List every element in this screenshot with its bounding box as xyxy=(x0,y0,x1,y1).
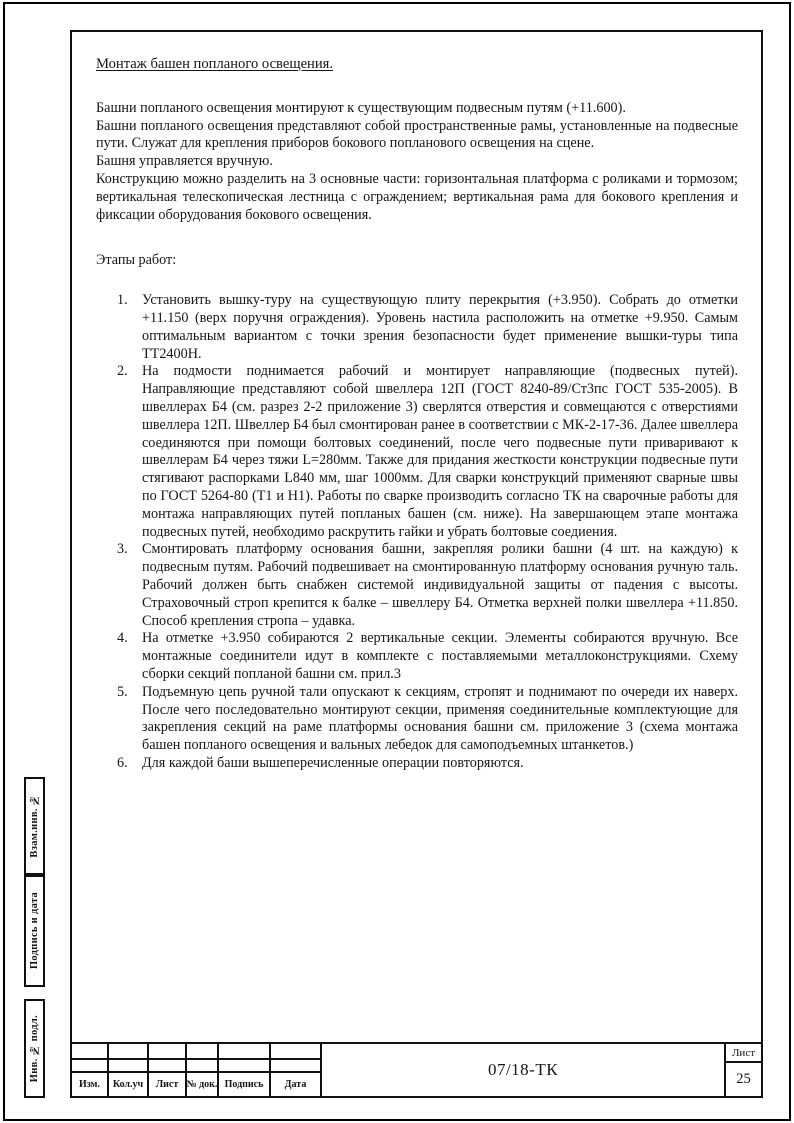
sheet-label: Лист xyxy=(726,1044,761,1063)
revision-header-label: № док. xyxy=(186,1079,218,1090)
stamp-podpis-data xyxy=(24,875,45,987)
revision-empty-cell xyxy=(109,1044,149,1060)
revision-header-koluch xyxy=(109,1073,149,1096)
stage-text: Смонтировать платформу основания башни, закрепляя ролики башни (4 шт. на каждую) к подвесным путям. Рабочий подвешивает на смонтированную платформу основания ручную таль. Рабочий должен быть снабжен системой индивидуальной защиты от падения с высоты. Страховочный строп крепится к балке – швеллеру Б4. Отметка верхней полки швеллера +11.850. Способ крепления стропа – удавка. xyxy=(142,541,738,629)
revision-empty-cell xyxy=(219,1044,271,1060)
document-title: Монтаж башен попланого освещения. xyxy=(96,56,334,72)
stages-heading: Этапы работ: xyxy=(96,252,177,269)
revision-empty-cell xyxy=(109,1060,149,1073)
revision-header-list xyxy=(149,1073,187,1096)
intro-paragraph: Конструкцию можно разделить на 3 основные части: горизонтальная платформа с роликами и тормозом; вертикальная телескопическая лестница с ограждением; вертикальная рама для бокового крепления и фиксации оборудования бокового освещения. xyxy=(96,170,738,223)
stamp-inv-podl xyxy=(24,999,45,1098)
revision-header-label: Кол.уч xyxy=(112,1079,144,1090)
revision-table xyxy=(72,1044,322,1096)
stage-number: 3. xyxy=(117,541,128,558)
title-block xyxy=(70,1042,763,1098)
stage-text: На подмости поднимается рабочий и монтирует направляющие (подвесных путей). Направляющие представляют собой швеллера 12П (ГОСТ 8240-89/Ст3пс ГОСТ 535-2005). В швеллерах Б4 (см. разрез 2-2 приложение 3) сверлятся отверстия и совмещаются с отверстиями швеллера 12П. Швеллер Б4 был смонтирован ранее в соответствии с МК-2-17-36. Далее швеллера соединяются при помощи болтовых соединений, после чего подвесные пути приваривают к швеллерам Б4 через тяжи L=280мм. Также для придания жесткости конструкции подвесные пути стягивают распорками L840 мм, шаг 1000мм. Для сварки конструкций применяют сварные швы по ГОСТ 5264-80 (Т1 и Н1). Работы по сварке производить согласно ТК на сварочные работы для монтажа направляющих путей попланых башен (см. ниже). На завершающем этапе монтажа подвесных путей, необходимо раскрутить гайки и убрать болтовые соедиения. xyxy=(142,363,738,540)
stage-number: 4. xyxy=(117,630,128,647)
stage-item xyxy=(96,363,738,541)
stamp-inv-podl-label: Инв. № подл. xyxy=(29,1014,40,1083)
revision-empty-cell xyxy=(149,1044,187,1060)
revision-empty-cell xyxy=(271,1060,320,1073)
stage-item xyxy=(96,684,738,755)
document-body xyxy=(96,56,738,773)
revision-empty-cell xyxy=(271,1044,320,1060)
sheet-box xyxy=(724,1044,761,1096)
stage-number: 2. xyxy=(117,363,128,380)
revision-header-label: Подпись xyxy=(224,1079,264,1090)
stage-item xyxy=(96,292,738,363)
revision-empty-cell xyxy=(219,1060,271,1073)
revision-header-label: Дата xyxy=(284,1079,307,1090)
intro-paragraph: Башни попланого освещения монтируют к существующим подвесным путям (+11.600). xyxy=(96,99,626,116)
revision-empty-cell xyxy=(187,1044,219,1060)
revision-header-podpis xyxy=(219,1073,271,1096)
stamp-podpis-data-label: Подпись и дата xyxy=(29,892,40,970)
revision-header-label: Изм. xyxy=(79,1079,100,1090)
stamp-vzam-inv xyxy=(24,777,45,875)
intro-paragraph: Башни попланого освещения представляют собой пространственные рамы, установленные на подвесные пути. Служат для крепления приборов бокового попланового освещения на сцене. xyxy=(96,117,738,152)
intro-section xyxy=(96,100,738,225)
revision-header-izm xyxy=(72,1073,109,1096)
stage-number: 6. xyxy=(117,754,128,771)
stage-text: Установить вышку-туру на существующую плиту перекрытия (+3.950). Собрать до отметки +11.150 (верх поручня ограждения). Уровень настила расположить на отметке +9.950. Самым оптимальным вариантом с точки зрения безопасности будет применение вышки-туры типа ТТ2400Н. xyxy=(142,292,738,362)
stage-text: Для каждой баши вышеперечисленные операции повторяются. xyxy=(142,754,524,771)
stage-item xyxy=(96,541,738,630)
revision-empty-cell xyxy=(149,1060,187,1073)
revision-header-doc xyxy=(187,1073,219,1096)
stage-number: 1. xyxy=(117,292,128,309)
revision-empty-cell xyxy=(187,1060,219,1073)
stage-text: На отметке +3.950 собираются 2 вертикальные секции. Элементы собираются вручную. Все монтажные соединители идут в комплекте с поставляемыми металлоконструкциями. Схему сборки секций попланой башни см. прил.3 xyxy=(142,630,738,682)
intro-paragraph: Башня управляется вручную. xyxy=(96,153,273,170)
stage-text: Подъемную цепь ручной тали опускают к секциям, стропят и поднимают по очереди их наверх. После чего последовательно монтируют секции, применяя соединительные комплектующие для закрепления секций на раме платформы основания башни см. приложение 3 (схема монтажа башен попланого освещения и вальных лебедок для самоподъемных штанкетов.) xyxy=(142,683,738,754)
stages-list xyxy=(96,292,738,773)
revision-empty-cell xyxy=(72,1060,109,1073)
sheet-number: 25 xyxy=(736,1071,751,1087)
stage-item xyxy=(96,630,738,683)
revision-header-label: Лист xyxy=(155,1079,179,1090)
stage-number: 5. xyxy=(117,683,128,700)
stage-item xyxy=(96,755,738,773)
revision-header-data xyxy=(271,1073,320,1096)
revision-empty-cell xyxy=(72,1044,109,1060)
stamp-vzam-inv-label: Взам.инв. № xyxy=(29,794,40,858)
document-number: 07/18-ТК xyxy=(487,1060,559,1079)
